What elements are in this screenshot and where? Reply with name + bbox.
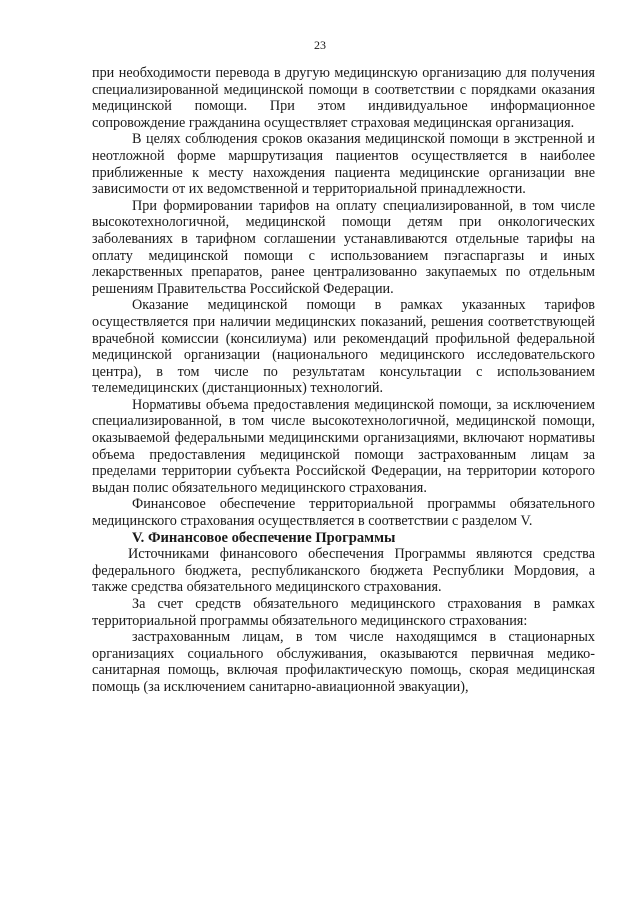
paragraph: Оказание медицинской помощи в рамках указанных тарифов осуществляется при наличии медицинских показаний, решения соответствующей врачебной комиссии (консилиума) или рекомендаций профильной федеральной медицинской организации (национального медицинского исследовательского центра), в том числе по результатам консультации с использованием телемедицинских (дистанционных) технологий.: [92, 297, 595, 397]
paragraph: Нормативы объема предоставления медицинской помощи, за исключением специализированной, в том числе высокотехнологичной, медицинской помощи, оказываемой федеральными медицинскими организациями, включают нормативы объема предоставления медицинской помощи застрахованным лицам за пределами территории субъекта Российской Федерации, на территории которого выдан полис обязательного медицинского страхования.: [92, 396, 595, 496]
section-heading: V. Финансовое обеспечение Программы: [132, 529, 396, 546]
page-number: 23: [314, 38, 326, 52]
paragraph: Финансовое обеспечение территориальной программы обязательного медицинского страхования осуществляется в соответствии с разделом V.: [92, 496, 595, 530]
paragraph: В целях соблюдения сроков оказания медицинской помощи в экстренной и неотложной форме маршрутизация пациентов осуществляется в наиболее приближенные к месту нахождения пациента медицинские организации вне зависимости от их ведомственной и территориальной принадлежности.: [92, 131, 595, 198]
paragraph: Источниками финансового обеспечения Программы являются средства федерального бюджета, республиканского бюджета Республики Мордовия, а также средства обязательного медицинского страхования.: [92, 546, 595, 596]
section-body: [92, 546, 595, 695]
paragraph: За счет средств обязательного медицинского страхования в рамках территориальной программы обязательного медицинского страхования:: [92, 596, 595, 629]
document-body: [92, 65, 595, 696]
paragraph: застрахованным лицам, в том числе находящимся в стационарных организациях социального обслуживания, оказываются первичная медико-санитарная помощь, включая профилактическую помощь, скорая медицинская помощь (за исключением санитарно-авиационной эвакуации),: [92, 629, 595, 695]
paragraph: При формировании тарифов на оплату специализированной, в том числе высокотехнологичной, медицинской помощи детям при онкологических заболеваниях в тарифном соглашении устанавливаются отдельные тарифы на оплату медицинской помощи с использованием пэгаспаргазы и иных лекарственных препаратов, ранее централизованно закупаемых по отдельным решениям Правительства Российской Федерации.: [92, 197, 595, 297]
paragraph: при необходимости перевода в другую медицинскую организацию для получения специализированной медицинской помощи в соответствии с порядками оказания медицинской помощи. При этом индивидуальное информационное сопровождение гражданина осуществляет страховая медицинская организация.: [92, 65, 595, 131]
